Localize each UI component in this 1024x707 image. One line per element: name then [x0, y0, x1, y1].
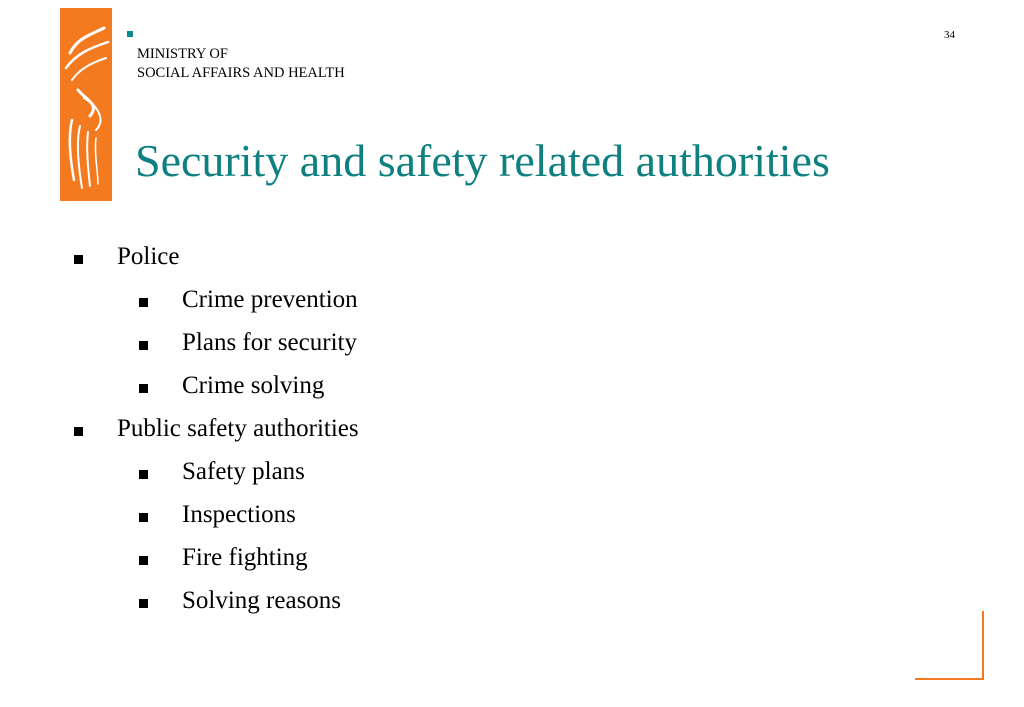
bullet-item: [182, 372, 324, 400]
bullet-square-icon: [139, 298, 148, 307]
bullet-item: [117, 415, 359, 443]
bullet-item: [182, 458, 305, 486]
bullet-item: [182, 329, 357, 357]
bullet-item: [182, 286, 358, 314]
bullet-text: Police: [117, 243, 180, 270]
ministry-logo: [60, 8, 112, 201]
bullet-square-icon: [139, 556, 148, 565]
bullet-square-icon: [139, 513, 148, 522]
bullet-text: Inspections: [182, 501, 296, 528]
corner-decoration-horizontal: [915, 678, 984, 680]
ministry-line-1: MINISTRY OF: [137, 46, 228, 62]
corner-decoration-vertical: [982, 611, 984, 680]
ministry-line-2: SOCIAL AFFAIRS AND HEALTH: [137, 65, 345, 81]
bullet-text: Public safety authorities: [117, 415, 359, 442]
bullet-text: Crime prevention: [182, 286, 358, 313]
bullet-square-icon: [74, 427, 83, 436]
bullet-square-icon: [139, 384, 148, 393]
bullet-text: Safety plans: [182, 458, 305, 485]
bullet-square-icon: [74, 255, 83, 264]
bullet-square-icon: [139, 470, 148, 479]
bullet-item: [182, 587, 341, 615]
bullet-text: Fire fighting: [182, 544, 308, 571]
header-square-icon: [127, 31, 133, 37]
bullet-square-icon: [139, 341, 148, 350]
bullet-item: [117, 243, 180, 271]
slide-title: Security and safety related authorities: [135, 135, 830, 186]
bullet-item: [182, 501, 296, 529]
bullet-square-icon: [139, 599, 148, 608]
bullet-item: [182, 544, 308, 572]
bullet-text: Plans for security: [182, 329, 357, 356]
bullet-text: Solving reasons: [182, 587, 342, 614]
ministry-name: [137, 45, 345, 83]
flame-figures-icon: [60, 8, 112, 201]
page-number: 34: [944, 29, 955, 41]
bullet-text: Crime solving: [182, 372, 325, 399]
